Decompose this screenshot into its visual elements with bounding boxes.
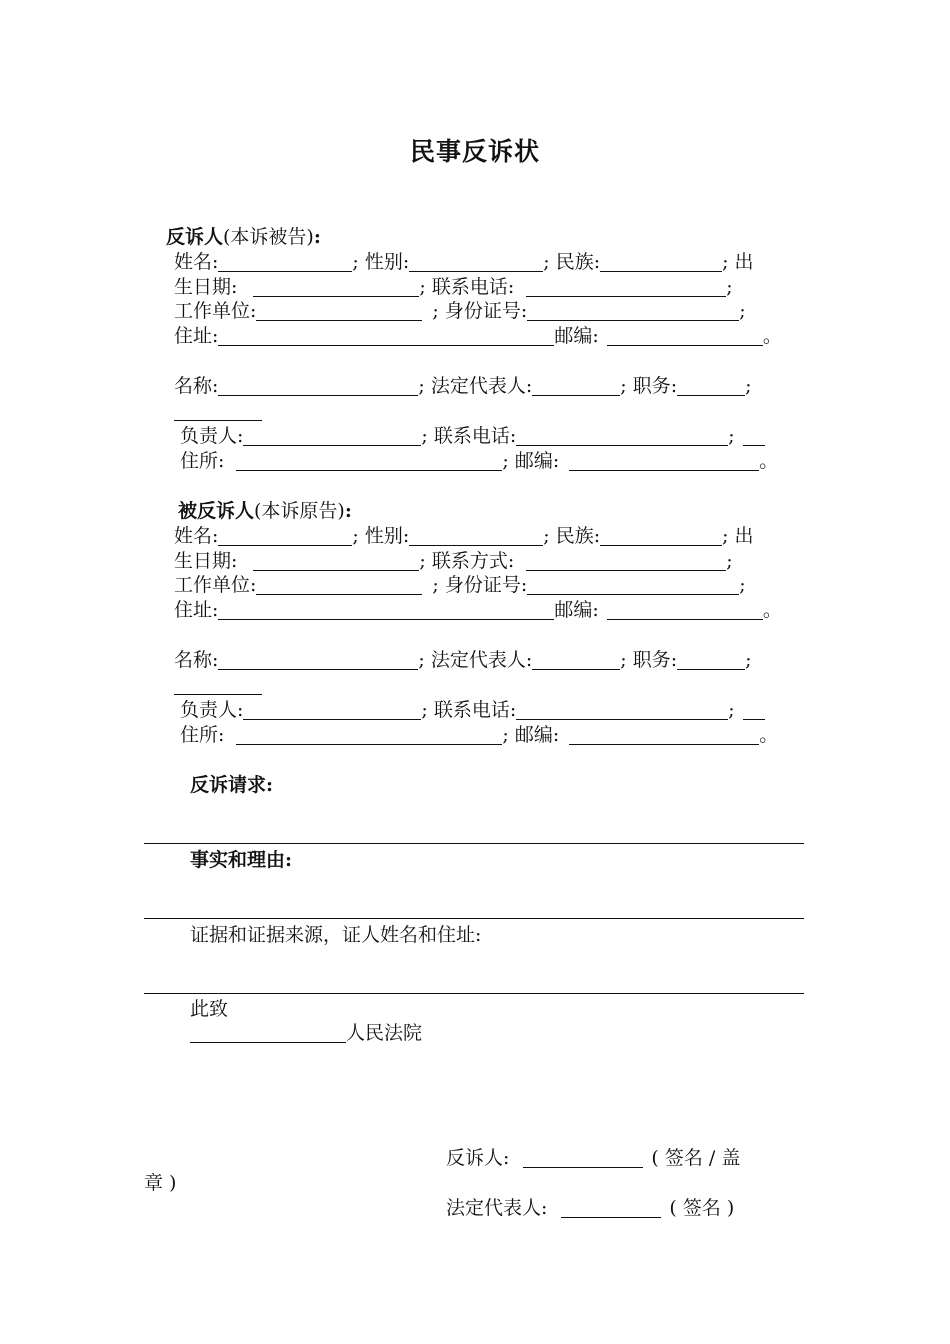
charge-extra-blank[interactable] — [743, 426, 765, 446]
claims-heading: 反诉请求: — [190, 774, 274, 796]
resp-domicile-blank[interactable] — [236, 725, 502, 745]
resp-gender-blank[interactable] — [409, 526, 543, 546]
facts-heading: 事实和理由: — [190, 849, 293, 871]
work-unit-blank[interactable] — [256, 301, 422, 321]
respondent-heading: 被反诉人(本诉原告): — [178, 500, 352, 522]
counter-org-row: 名称: ; 法定代表人: ; 职务: ; — [174, 375, 752, 397]
resp-id-number-blank[interactable] — [527, 575, 739, 595]
resp-postcode-blank[interactable] — [607, 600, 763, 620]
resp-ethnicity-blank[interactable] — [600, 526, 722, 546]
respondent-name-row: 姓名: ; 性别: ; 民族: ; 出 — [174, 525, 754, 547]
charge-phone-blank[interactable] — [516, 426, 728, 446]
resp-charge-phone-blank[interactable] — [516, 700, 728, 720]
resp-work-unit-blank[interactable] — [256, 575, 422, 595]
org-name-blank[interactable] — [218, 376, 418, 396]
counter-address-row: 住址: 邮编: 。 — [174, 325, 782, 347]
id-number-blank[interactable] — [527, 301, 739, 321]
respondent-org-row: 名称: ; 法定代表人: ; 职务: ; — [174, 649, 752, 671]
domicile-blank[interactable] — [236, 451, 502, 471]
legal-rep-signature-row: 法定代表人: ( 签名 ) — [446, 1197, 735, 1219]
resp-person-in-charge-blank[interactable] — [243, 700, 421, 720]
resp-name-blank[interactable] — [218, 526, 352, 546]
court-row: 人民法院 — [190, 1021, 422, 1045]
address-blank[interactable] — [218, 326, 554, 346]
resp-org-row-continuation-blank[interactable] — [174, 694, 262, 695]
postcode-blank[interactable] — [607, 326, 763, 346]
document-title: 民事反诉状 — [409, 137, 540, 166]
resp-domicile-postcode-blank[interactable] — [569, 725, 759, 745]
counter-birth-row: 生日期: ; 联系电话: ; — [174, 276, 733, 298]
counter-signature-note-cont: 章 ) — [144, 1172, 177, 1194]
counter-work-row: 工作单位: ; 身份证号: ; — [174, 300, 746, 322]
counter-domicile-row: 住所: ; 邮编: 。 — [180, 450, 779, 472]
respondent-address-row: 住址: 邮编: 。 — [174, 599, 782, 621]
birth-date-blank[interactable] — [253, 277, 419, 297]
resp-address-blank[interactable] — [218, 600, 554, 620]
resp-legal-rep-blank[interactable] — [532, 650, 620, 670]
resp-birth-date-blank[interactable] — [253, 551, 419, 571]
respondent-work-row: 工作单位: ; 身份证号: ; — [174, 574, 746, 596]
counter-charge-row: 负责人: ; 联系电话: ; — [180, 424, 765, 448]
gender-blank[interactable] — [409, 252, 543, 272]
evidence-answer-line[interactable] — [144, 993, 804, 994]
resp-contact-blank[interactable] — [526, 551, 726, 571]
ethnicity-blank[interactable] — [600, 252, 722, 272]
claims-answer-line[interactable] — [144, 843, 804, 844]
counter-signature-blank[interactable] — [523, 1148, 643, 1168]
resp-charge-extra-blank[interactable] — [743, 700, 765, 720]
salutation: 此致 — [190, 998, 229, 1020]
phone-blank[interactable] — [526, 277, 726, 297]
counter-signature-row: 反诉人: ( 签名 / 盖 — [446, 1147, 741, 1169]
respondent-domicile-row: 住所: ; 邮编: 。 — [180, 724, 779, 746]
evidence-heading: 证据和证据来源，证人姓名和住址: — [190, 924, 482, 946]
court-name-blank[interactable] — [190, 1023, 346, 1043]
legal-rep-signature-blank[interactable] — [561, 1198, 661, 1218]
legal-rep-blank[interactable] — [532, 376, 620, 396]
respondent-charge-row: 负责人: ; 联系电话: ; — [180, 698, 765, 722]
person-in-charge-blank[interactable] — [243, 426, 421, 446]
domicile-postcode-blank[interactable] — [569, 451, 759, 471]
counter-claimant-heading: 反诉人(本诉被告): — [166, 226, 321, 248]
position-blank[interactable] — [677, 376, 745, 396]
resp-position-blank[interactable] — [677, 650, 745, 670]
org-row-continuation-blank[interactable] — [174, 420, 262, 421]
name-blank[interactable] — [218, 252, 352, 272]
respondent-birth-row: 生日期: ; 联系方式: ; — [174, 550, 733, 572]
facts-answer-line[interactable] — [144, 918, 804, 919]
resp-org-name-blank[interactable] — [218, 650, 418, 670]
counter-name-row: 姓名: ; 性别: ; 民族: ; 出 — [174, 251, 754, 273]
